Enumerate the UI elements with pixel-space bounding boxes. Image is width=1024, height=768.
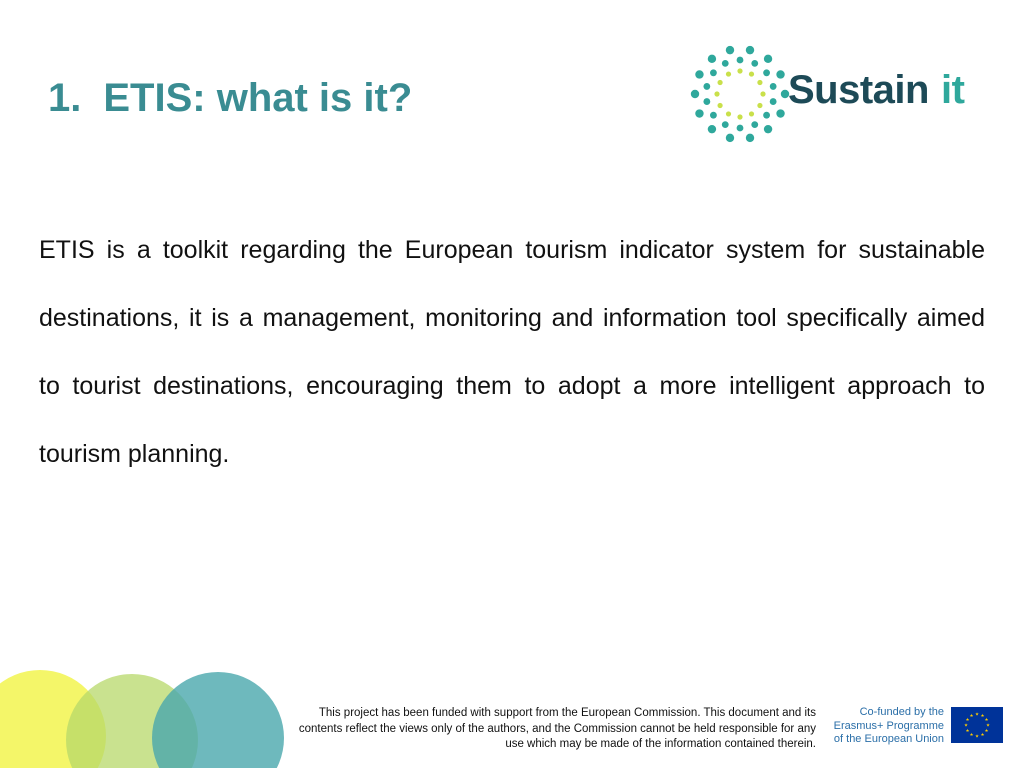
body-paragraph: ETIS is a toolkit regarding the European tourism indicator system for sustainable destinations, it is a management, monitoring and information tool specifically aimed to tourist destinations, encouraging them to adopt a more intelligent approach to tourism planning. [39,236,985,468]
eu-star: ★ [974,712,980,718]
logo-dot [746,134,754,142]
logo-dot [763,69,770,76]
eu-flag-icon [951,707,1003,743]
logo-dot [776,109,784,117]
eu-star: ★ [969,713,974,719]
logo-dot [737,125,744,132]
eu-star: ★ [984,718,989,723]
logo-dot [726,134,734,142]
eu-star: ★ [974,734,980,740]
sustain-it-logo [690,44,1000,144]
logo-dot [746,46,754,54]
eu-star: ★ [980,733,985,739]
logo-dot [703,83,710,90]
cofunded-line-2: Erasmus+ Programme [833,719,944,732]
logo-dot [710,69,717,76]
logo-dot [717,80,722,85]
eu-star: ★ [980,713,985,719]
logo-dot [751,121,758,128]
logo-dot [726,46,734,54]
logo-dot [722,60,729,67]
logo-dot [708,125,716,133]
logo-dot [714,91,719,96]
logo-text [788,68,964,113]
logo-dot [710,112,717,119]
logo-dot [751,60,758,67]
eu-star: ★ [963,723,969,729]
logo-dot [737,68,742,73]
logo-dot [764,55,772,63]
eu-star: ★ [984,729,989,734]
erasmus-cofunded-text [826,706,944,747]
cofunded-line-1: Co-funded by the [859,706,944,718]
logo-dot [691,90,699,98]
eu-star: ★ [965,718,970,723]
logo-dot [749,71,754,76]
logo-dot [695,109,703,117]
logo-dot [695,70,703,78]
teal-circle [152,672,284,768]
funding-disclaimer: This project has been funded with support from the European Commission. This document and its contents reflect the views only of the authors, and the Commission cannot be held responsible for any use which may be made of the information contained therein. [298,707,816,750]
logo-dot [757,80,762,85]
eu-star: ★ [969,733,974,739]
eu-star: ★ [965,729,970,734]
logo-dot [763,112,770,119]
logo-word-sustain: Sustain [788,68,929,112]
logo-dot [708,55,716,63]
logo-dot [722,121,729,128]
cofunded-line-3: of the European Union [833,733,944,745]
logo-dot [760,91,765,96]
logo-dot [726,71,731,76]
logo-dot [703,98,710,105]
slide-title [48,76,412,121]
logo-dot [770,98,777,105]
logo-dot [737,57,744,64]
logo-dot [726,111,731,116]
logo-dot [776,70,784,78]
eu-star: ★ [985,723,991,729]
decorative-circles [0,664,300,768]
logo-dot [757,103,762,108]
logo-word-it: it [940,68,965,112]
logo-dot [770,83,777,90]
logo-dot [737,114,742,119]
title-number: 1. [48,76,82,120]
logo-dot [749,111,754,116]
logo-dot [764,125,772,133]
title-text: ETIS: what is it? [103,76,413,120]
logo-dot [717,103,722,108]
sunburst-dots-icon [690,44,790,144]
